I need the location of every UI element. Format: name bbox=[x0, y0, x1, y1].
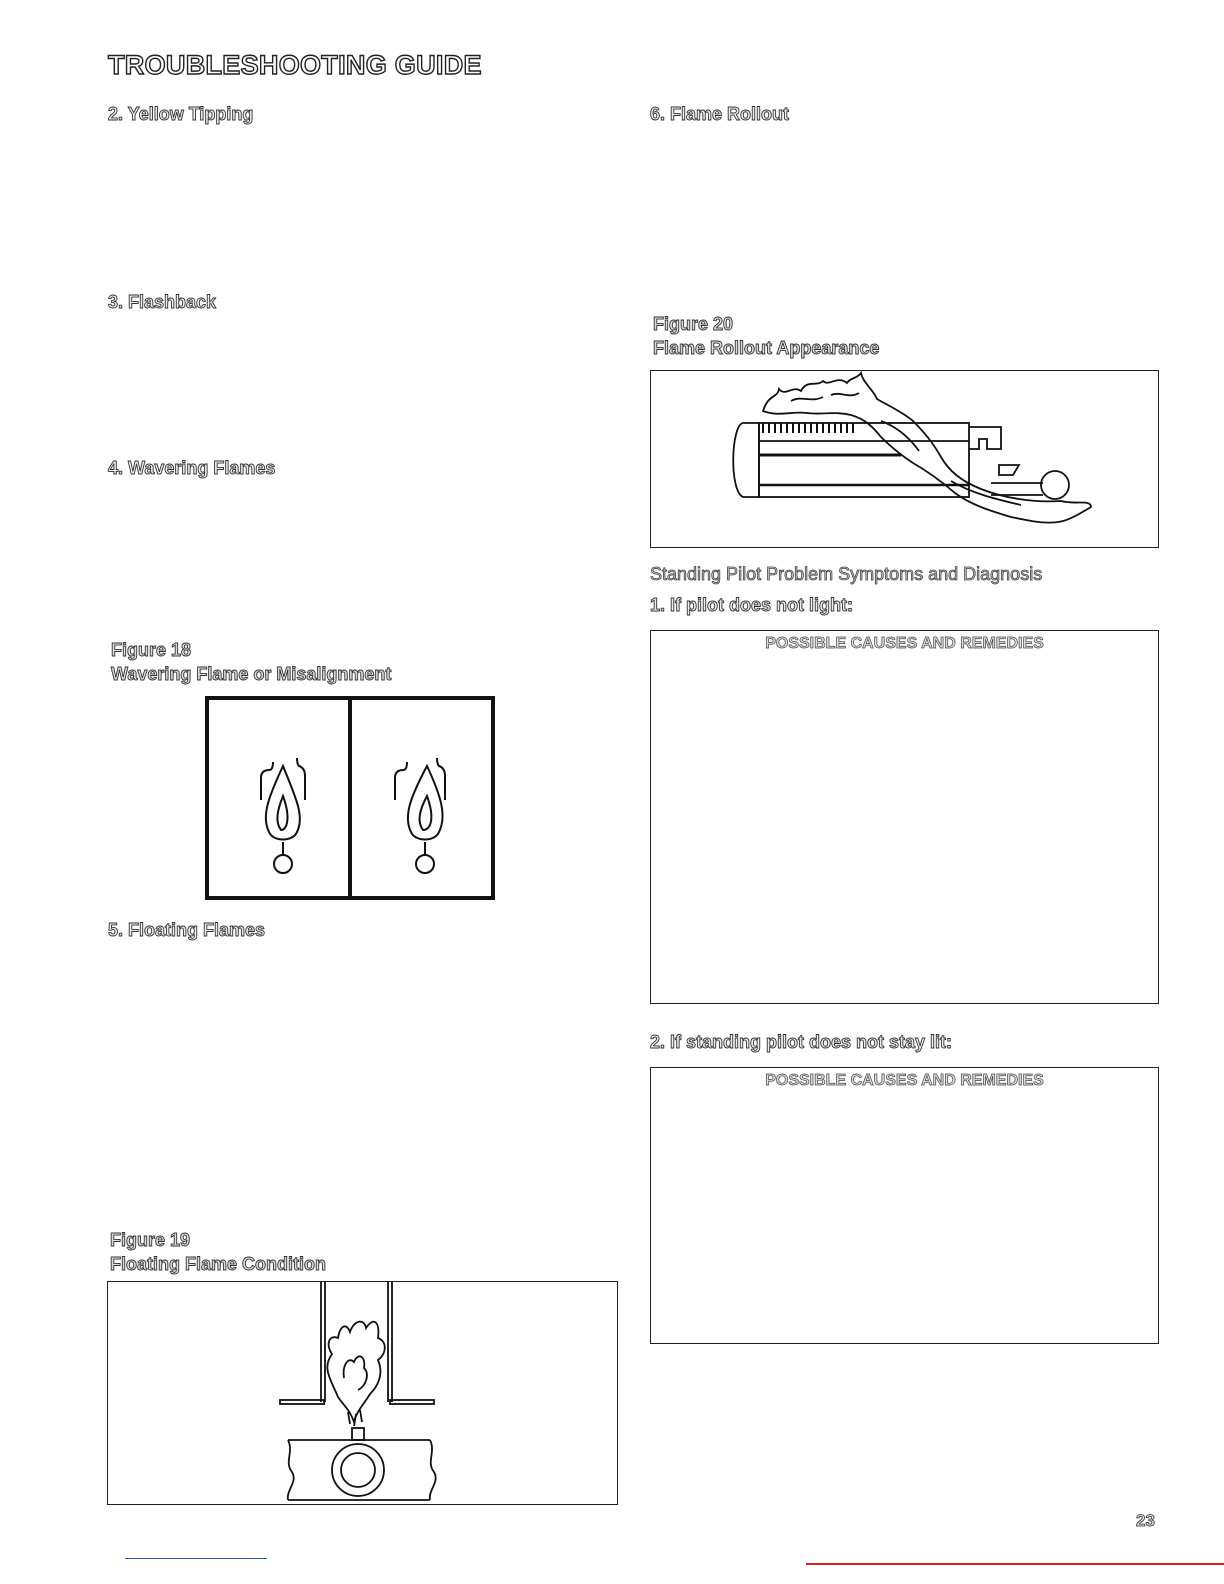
causes-remedies-table-2 bbox=[650, 1067, 1159, 1344]
causes-remedies-table-1 bbox=[650, 630, 1159, 1004]
figure-19-caption bbox=[110, 1228, 326, 1276]
section-floating-flames-heading: 5. Floating Flames bbox=[108, 920, 266, 940]
section-wavering-flames-heading: 4. Wavering Flames bbox=[108, 458, 276, 478]
figure-20-caption bbox=[653, 312, 879, 360]
figure-18-number: Figure 18 bbox=[111, 640, 192, 660]
figure-19-number: Figure 19 bbox=[110, 1230, 191, 1250]
page-number: 23 bbox=[1136, 1511, 1155, 1530]
figure-20-title: Flame Rollout Appearance bbox=[653, 338, 880, 358]
causes-remedies-header-2: POSSIBLE CAUSES AND REMEDIES bbox=[765, 1072, 1044, 1089]
figure-18-illustration bbox=[205, 696, 495, 900]
page-title: TROUBLESHOOTING GUIDE bbox=[108, 50, 482, 80]
standing-pilot-heading: Standing Pilot Problem Symptoms and Diagnosis bbox=[650, 564, 1043, 584]
section-yellow-tipping-heading: 2. Yellow Tipping bbox=[108, 104, 254, 124]
causes-remedies-header-1: POSSIBLE CAUSES AND REMEDIES bbox=[765, 635, 1044, 652]
figure-20-number: Figure 20 bbox=[653, 314, 734, 334]
figure-19-illustration bbox=[107, 1281, 618, 1505]
footer-right-rule bbox=[806, 1563, 1224, 1565]
pilot-does-not-light-heading: 1. If pilot does not light: bbox=[650, 595, 853, 615]
section-flame-rollout-heading: 6. Flame Rollout bbox=[650, 104, 790, 124]
section-flashback-heading: 3. Flashback bbox=[108, 292, 217, 312]
figure-18-title: Wavering Flame or Misalignment bbox=[111, 664, 392, 684]
figure-18-caption bbox=[111, 638, 391, 686]
figure-19-title: Floating Flame Condition bbox=[110, 1254, 326, 1274]
footer-left-rule bbox=[125, 1558, 267, 1559]
pilot-does-not-stay-lit-heading: 2. If standing pilot does not stay lit: bbox=[650, 1032, 953, 1052]
figure-20-illustration bbox=[650, 370, 1159, 548]
